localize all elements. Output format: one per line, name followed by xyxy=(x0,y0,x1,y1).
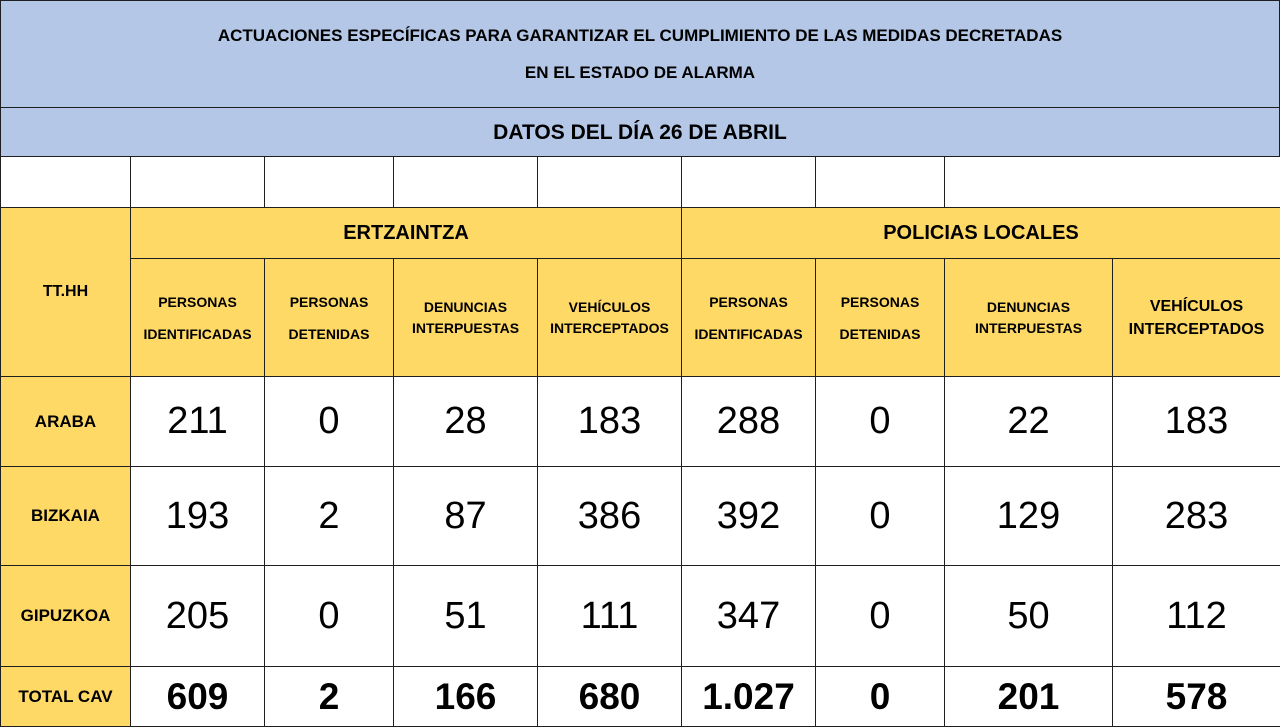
data-table xyxy=(0,156,1280,727)
total-value: 0 xyxy=(816,667,945,727)
cell-value: 51 xyxy=(394,566,538,667)
cell-value: 129 xyxy=(945,467,1113,566)
blank-cell xyxy=(265,157,394,208)
cell-value: 283 xyxy=(1113,467,1280,566)
col-header-line2: IDENTIFICADAS xyxy=(143,326,251,342)
total-label: TOTAL CAV xyxy=(1,667,131,727)
cell-value: 0 xyxy=(816,377,945,467)
col-header-line2: INTERPUESTAS xyxy=(975,320,1082,336)
cell-value: 2 xyxy=(265,467,394,566)
cell-value: 288 xyxy=(682,377,816,467)
cell-value: 347 xyxy=(682,566,816,667)
cell-value: 211 xyxy=(131,377,265,467)
cell-value: 111 xyxy=(538,566,682,667)
group-ertzaintza: ERTZAINTZA xyxy=(131,208,682,259)
blank-cell xyxy=(131,157,265,208)
cell-value: 0 xyxy=(816,467,945,566)
blank-cell xyxy=(682,157,816,208)
cell-value: 28 xyxy=(394,377,538,467)
col-header-ertz-denuncias xyxy=(394,259,538,377)
date-banner: DATOS DEL DÍA 26 DE ABRIL xyxy=(0,107,1280,157)
row-label: BIZKAIA xyxy=(1,467,131,566)
col-header-pol-personas-identificadas xyxy=(682,259,816,377)
col-header-line2: INTERCEPTADOS xyxy=(1129,321,1265,338)
col-header-line1: DENUNCIAS xyxy=(987,299,1070,315)
total-value: 2 xyxy=(265,667,394,727)
col-header-pol-denuncias xyxy=(945,259,1113,377)
total-value: 578 xyxy=(1113,667,1280,727)
group-policias-locales: POLICIAS LOCALES xyxy=(682,208,1280,259)
blank-cell xyxy=(394,157,538,208)
cell-value: 183 xyxy=(1113,377,1280,467)
blank-cell xyxy=(538,157,682,208)
cell-value: 183 xyxy=(538,377,682,467)
col-header-line2: INTERCEPTADOS xyxy=(550,320,669,336)
title-line-2: EN EL ESTADO DE ALARMA xyxy=(1,63,1279,83)
row-label: ARABA xyxy=(1,377,131,467)
total-value: 609 xyxy=(131,667,265,727)
col-header-pol-personas-detenidas xyxy=(816,259,945,377)
col-header-pol-vehiculos xyxy=(1113,259,1280,377)
blank-row xyxy=(1,157,1280,208)
cell-value: 87 xyxy=(394,467,538,566)
col-header-line1: DENUNCIAS xyxy=(424,299,507,315)
total-value: 166 xyxy=(394,667,538,727)
col-header-line1: PERSONAS xyxy=(158,294,237,310)
cell-value: 0 xyxy=(816,566,945,667)
blank-cell xyxy=(945,157,1280,208)
col-header-line1: PERSONAS xyxy=(709,294,788,310)
group-header-row xyxy=(1,208,1280,259)
col-header-line2: DETENIDAS xyxy=(289,326,370,342)
total-value: 680 xyxy=(538,667,682,727)
table-row-araba xyxy=(1,377,1280,467)
col-header-line1: VEHÍCULOS xyxy=(569,299,651,315)
col-header-ertz-personas-identificadas xyxy=(131,259,265,377)
cell-value: 205 xyxy=(131,566,265,667)
cell-value: 50 xyxy=(945,566,1113,667)
col-header-line1: PERSONAS xyxy=(290,294,369,310)
table-row-gipuzkoa xyxy=(1,566,1280,667)
blank-cell xyxy=(816,157,945,208)
title-banner xyxy=(0,0,1280,108)
col-header-ertz-vehiculos xyxy=(538,259,682,377)
cell-value: 0 xyxy=(265,377,394,467)
total-value: 201 xyxy=(945,667,1113,727)
row-label: GIPUZKOA xyxy=(1,566,131,667)
table-row-bizkaia xyxy=(1,467,1280,566)
cell-value: 193 xyxy=(131,467,265,566)
col-header-ertz-personas-detenidas xyxy=(265,259,394,377)
col-header-line1: PERSONAS xyxy=(841,294,920,310)
cell-value: 112 xyxy=(1113,566,1280,667)
col-header-line2: DETENIDAS xyxy=(840,326,921,342)
table-row-total xyxy=(1,667,1280,727)
cell-value: 392 xyxy=(682,467,816,566)
cell-value: 0 xyxy=(265,566,394,667)
col-header-line2: INTERPUESTAS xyxy=(412,320,519,336)
blank-cell xyxy=(1,157,131,208)
col-header-line2: IDENTIFICADAS xyxy=(694,326,802,342)
column-header-row xyxy=(1,259,1280,377)
row-header-tthh: TT.HH xyxy=(1,208,131,377)
title-line-1: ACTUACIONES ESPECÍFICAS PARA GARANTIZAR EL CUMPLIMIENTO DE LAS MEDIDAS DECRETADAS xyxy=(1,26,1279,46)
total-value: 1.027 xyxy=(682,667,816,727)
col-header-line1: VEHÍCULOS xyxy=(1150,298,1243,315)
cell-value: 22 xyxy=(945,377,1113,467)
cell-value: 386 xyxy=(538,467,682,566)
